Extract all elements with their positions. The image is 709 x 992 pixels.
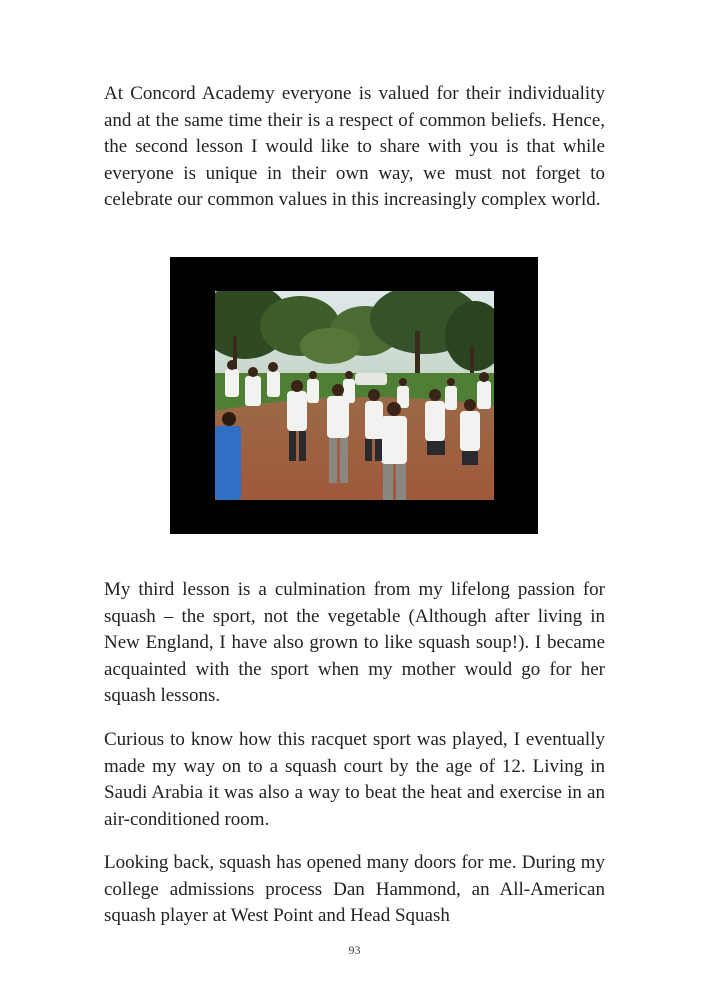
body-paragraph: My third lesson is a culmination from my lifelong passion for squash – the sport, not the vegetable (Although after living in New England, I have also grown to like squash soup!). I became acquainted with the sport when my mother would go for her squash lessons. bbox=[104, 579, 605, 707]
body-paragraph: Looking back, squash has opened many doors for me. During my college admissions process Dan Hammond, an All-American squash player at West Point and Head Squash bbox=[104, 852, 605, 927]
body-paragraph: Curious to know how this racquet sport was played, I eventually made my way on to a squash court by the age of 12. Living in Saudi Arabia it was also a way to beat the heat and exercise in an air-conditioned room. bbox=[104, 729, 605, 830]
page-number: 93 bbox=[348, 943, 361, 957]
group-walk-photo bbox=[215, 291, 494, 500]
photo-frame bbox=[170, 257, 538, 534]
body-paragraph: At Concord Academy everyone is valued for their individuality and at the same time their is a respect of common beliefs. Hence, the second lesson I would like to share with you is that while everyone is unique in their own way, we must not forget to celebrate our common values in this increasingly complex world. bbox=[104, 83, 605, 211]
